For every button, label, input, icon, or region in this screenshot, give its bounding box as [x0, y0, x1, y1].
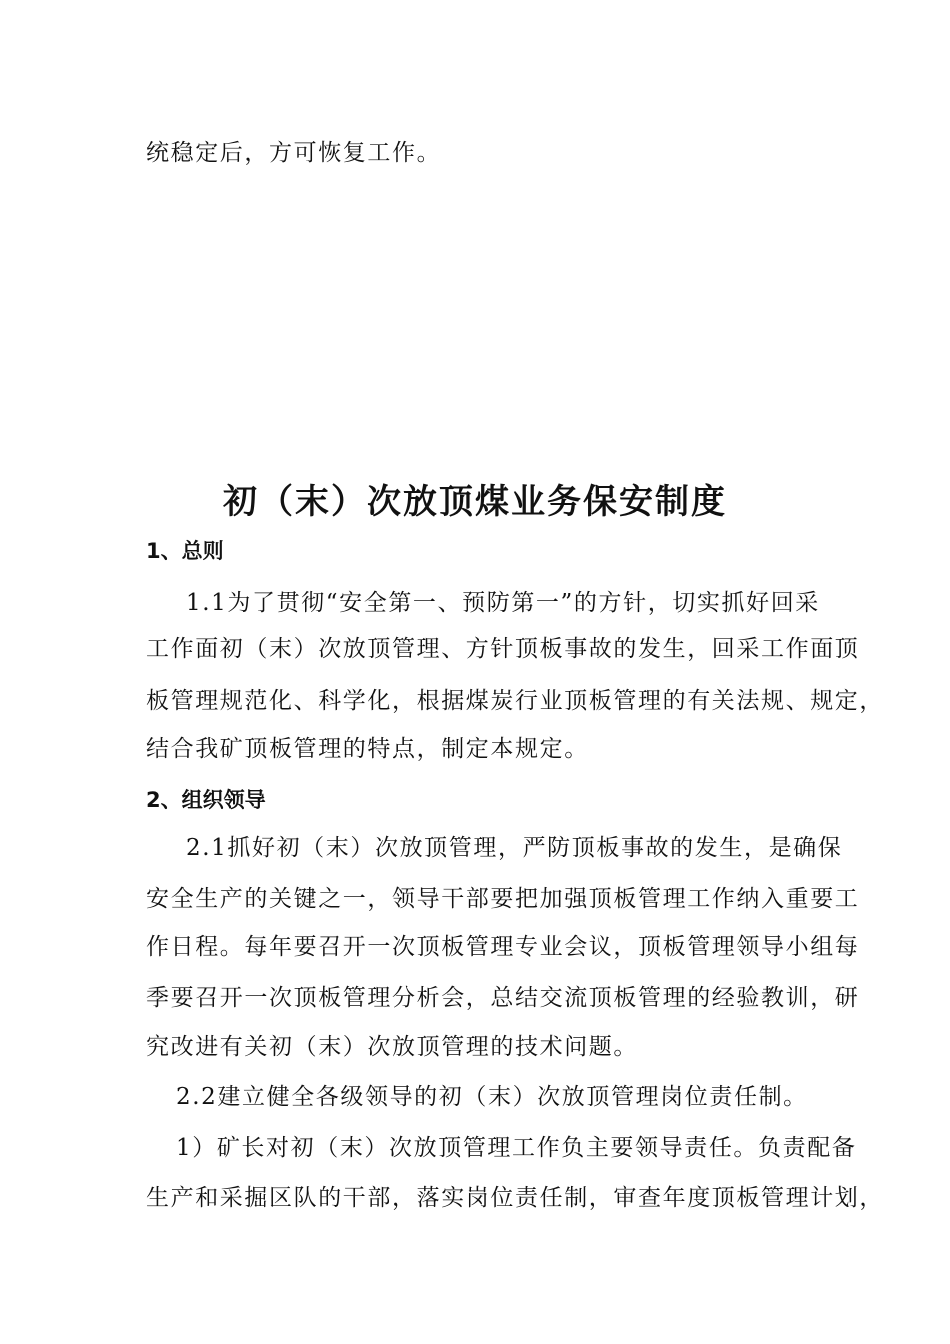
section-heading-organization: 2、组织领导: [146, 788, 266, 812]
paragraph-line: 1.1为了贯彻“安全第一、预防第一”的方针，切实抓好回采: [186, 590, 820, 616]
paragraph-line: 工作面初（末）次放顶管理、方针顶板事故的发生，回采工作面顶: [146, 636, 860, 662]
paragraph-line: 2.1抓好初（末）次放顶管理，严防顶板事故的发生，是确保: [186, 835, 843, 861]
document-title: 初（末）次放顶煤业务保安制度: [223, 482, 727, 522]
paragraph-line: 安全生产的关键之一，领导干部要把加强顶板管理工作纳入重要工: [146, 886, 860, 912]
paragraph-line: 生产和采掘区队的干部，落实岗位责任制，审查年度顶板管理计划，: [146, 1185, 884, 1211]
paragraph-line: 板管理规范化、科学化，根据煤炭行业顶板管理的有关法规、规定，: [146, 688, 884, 714]
paragraph-line: 究改进有关初（末）次放顶管理的技术问题。: [146, 1034, 638, 1060]
paragraph-line: 统稳定后，方可恢复工作。: [146, 140, 442, 166]
paragraph-line: 2.2建立健全各级领导的初（末）次放顶管理岗位责任制。: [176, 1084, 808, 1110]
section-heading-general: 1、总则: [146, 539, 224, 563]
paragraph-line: 作日程。每年要召开一次顶板管理专业会议，顶板管理领导小组每: [146, 934, 860, 960]
paragraph-line: 1）矿长对初（末）次放顶管理工作负主要领导责任。负责配备: [176, 1135, 857, 1161]
paragraph-line: 季要召开一次顶板管理分析会，总结交流顶板管理的经验教训，研: [146, 985, 860, 1011]
paragraph-line: 结合我矿顶板管理的特点，制定本规定。: [146, 736, 589, 762]
